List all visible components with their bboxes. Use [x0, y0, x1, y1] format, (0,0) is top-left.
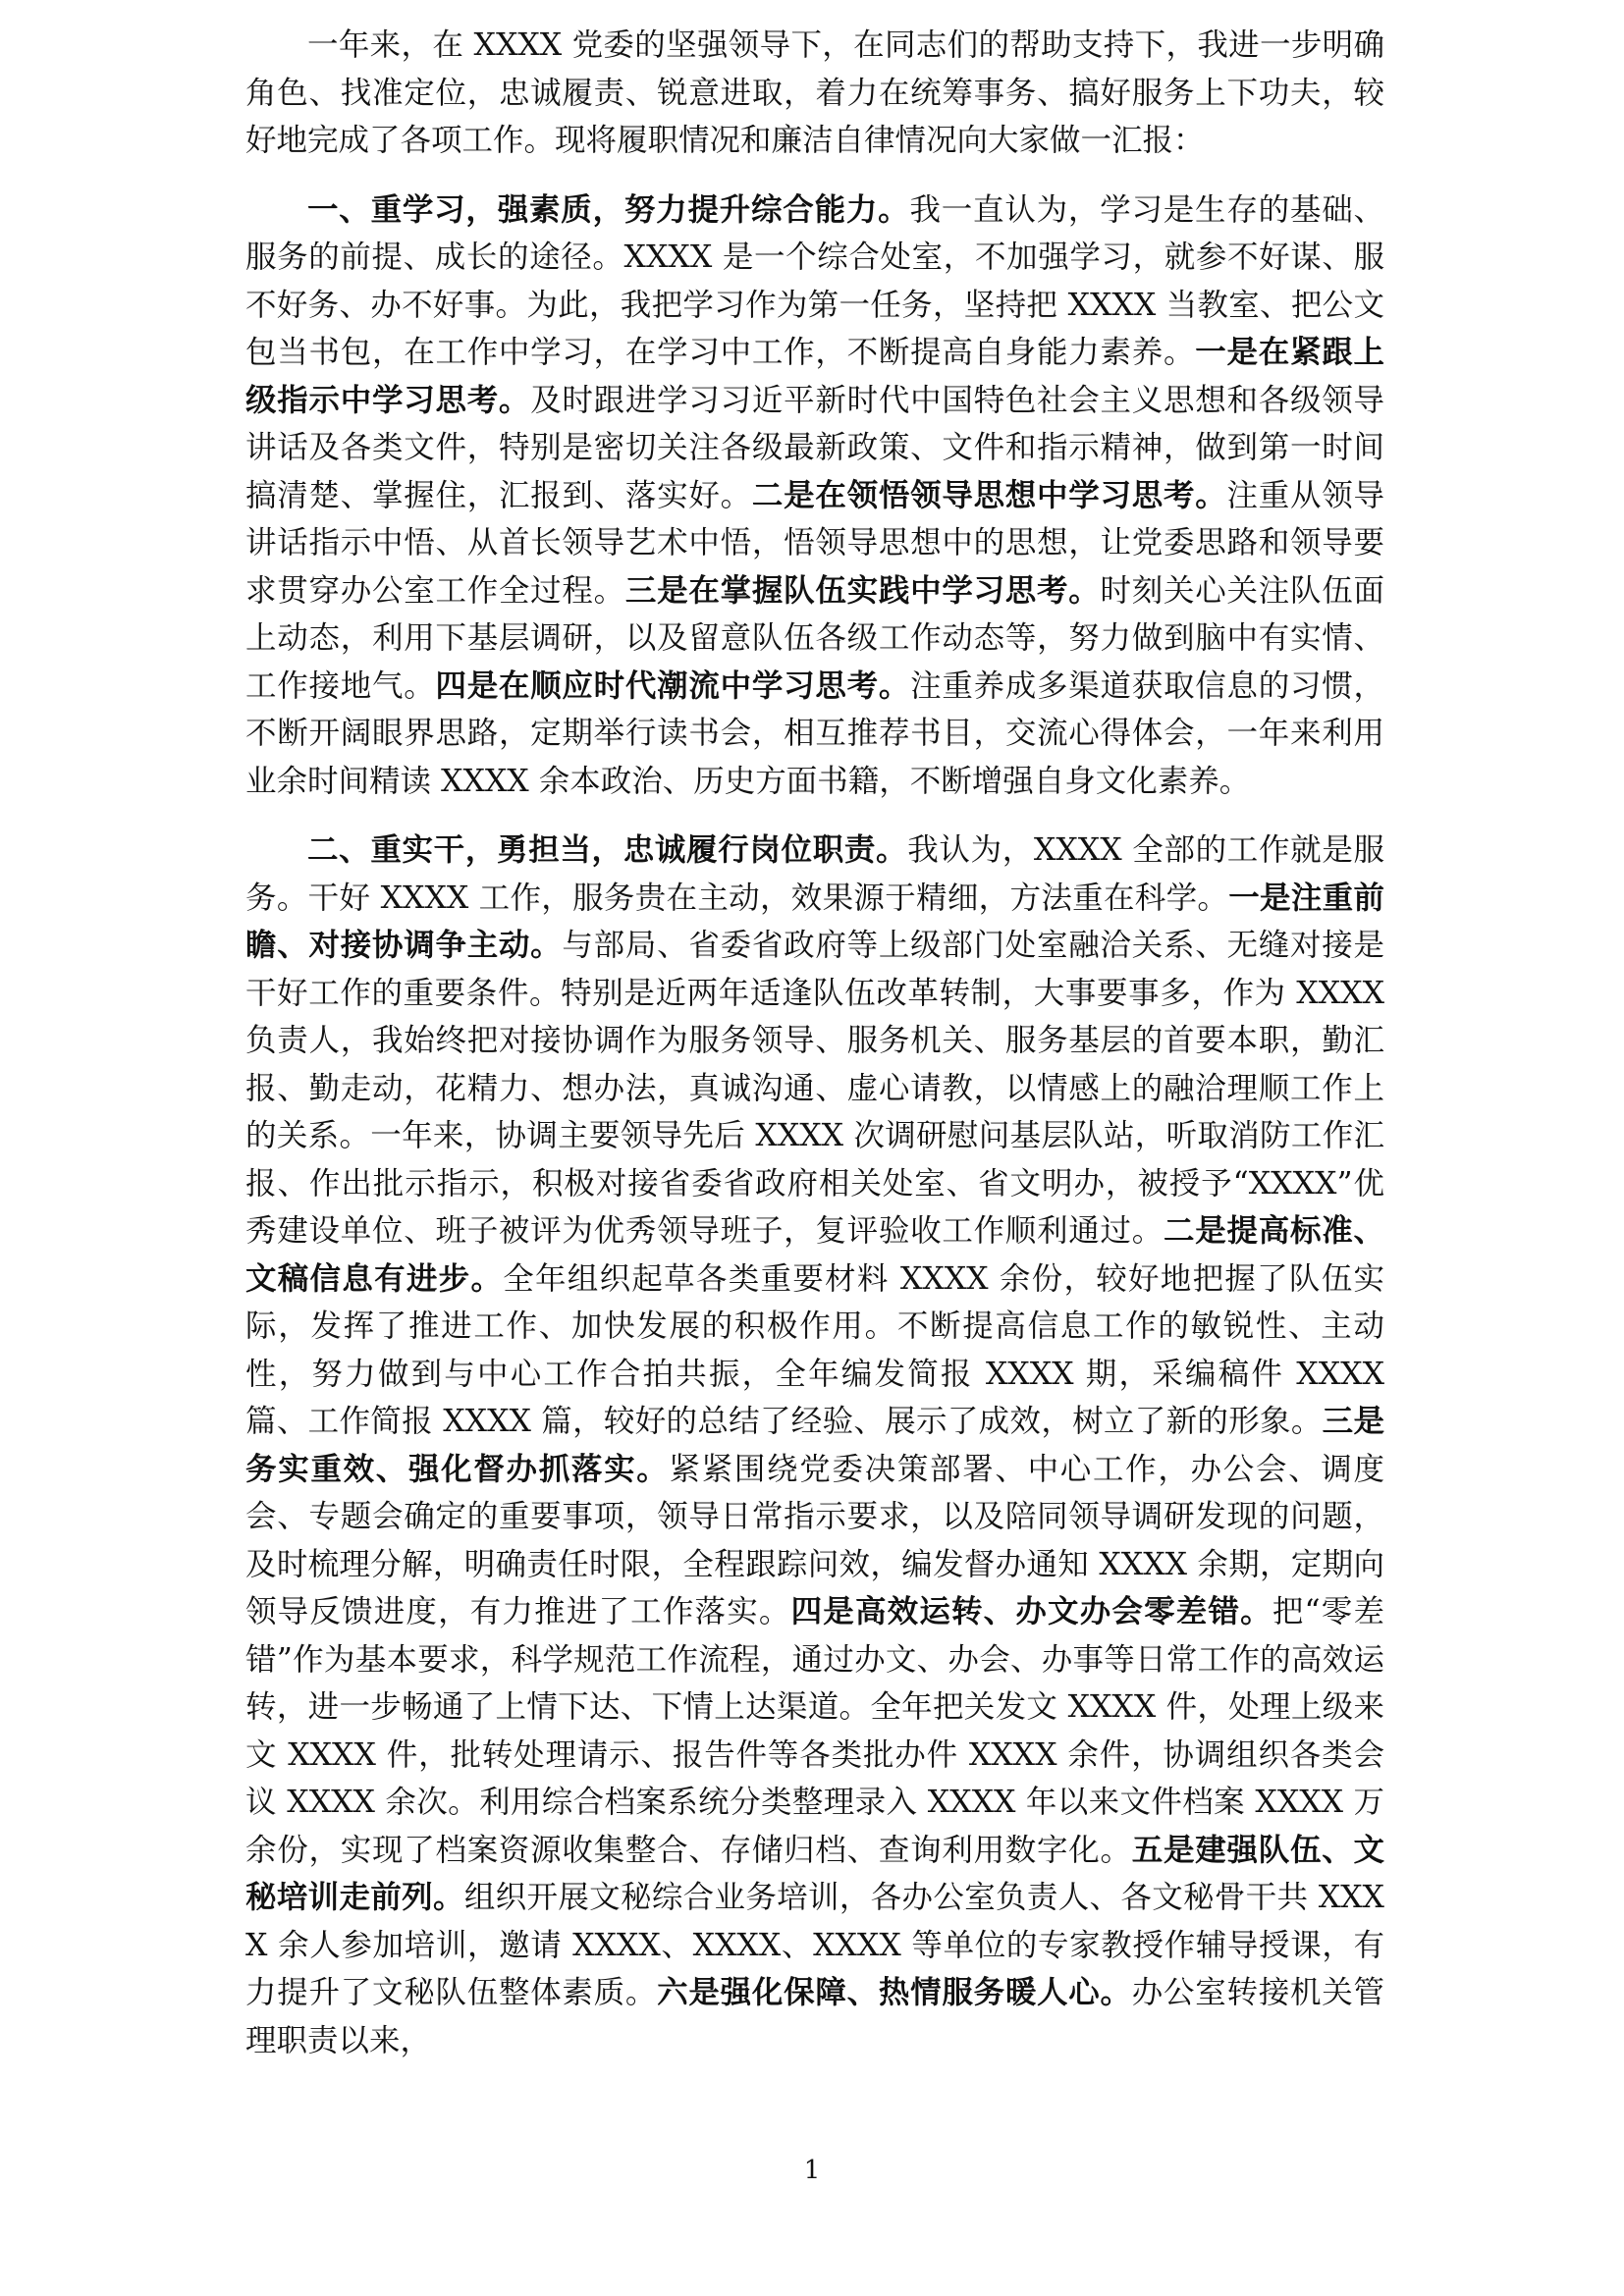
body-text: 把“零差错”作为基本要求，科学规范工作流程，通过办文、办会、办事等日常工作的高效运转，进一步畅通了上情下达、下情上达渠道。全年把关发文 XXXX 件，处理上级来文 XXXX 件，批转处理请示、报告件等各类批办件 XXXX 余件，协调组织各类会议 XXXX 余次。利用综合档案系统分类整理录入 XXXX 年以来文件档案 XXXX 万余份，实现了档案资源收集整合、存储归档、查询利用数字化。: [245, 1594, 1384, 1868]
bold-heading-text: 一、重学习，强素质，努力提升综合能力。: [307, 190, 910, 228]
bold-heading-text: 六是强化保障、热情服务暖人心。: [657, 1974, 1132, 2010]
body-text: 我认为，XXXX 全部的工作就是服务。干好 XXXX 工作，服务贵在主动，效果源于精细，方法重在科学。: [245, 832, 1384, 916]
body-text: 时刻关心关注队伍面上动态，利用下基层调研，以及留意队伍各级工作动态等，努力做到脑中有实情、工作接地气。: [245, 572, 1384, 704]
body-text: 组织开展文秘综合业务培训，各办公室负责人、各文秘骨干共 XXXX 余人参加培训，邀请 XXXX、XXXX、XXXX 等单位的专家教授作辅导授课，有力提升了文秘队伍整体素质。: [245, 1880, 1384, 2010]
bold-heading-text: 四是在顺应时代潮流中学习思考。: [435, 667, 911, 704]
intro-paragraph: [245, 22, 1384, 165]
body-text: 办公室转接机关管理职责以来，: [245, 1975, 1384, 2058]
body-text: 全年组织起草各类重要材料 XXXX 余份，较好地把握了队伍实际，发挥了推进工作、加快发展的积极作用。不断提高信息工作的敏锐性、主动性，努力做到与中心工作合拍共振，全年编发简报 XXXX 期，采编稿件 XXXX 篇、工作简报 XXXX 篇，较好的总结了经验、展示了成效，树立了新的形象。: [245, 1260, 1384, 1439]
body-text: 注重养成多渠道获取信息的习惯，不断开阔眼界思路，定期举行读书会，相互推荐书目，交流心得体会，一年来利用业余时间精读 XXXX 余本政治、历史方面书籍，不断增强自身文化素养。: [245, 667, 1384, 799]
page-number: 1: [803, 2156, 821, 2185]
body-text: 一年来，在 XXXX 党委的坚强领导下，在同志们的帮助支持下，我进一步明确角色、找准定位，忠诚履责、锐意进取，着力在统筹事务、搞好服务上下功夫，较好地完成了各项工作。现将履职情况和廉洁自律情况向大家做一汇报：: [245, 27, 1384, 158]
bold-heading-text: 二是在领悟领导思想中学习思考。: [751, 476, 1227, 513]
body-text: 及时跟进学习习近平新时代中国特色社会主义思想和各级领导讲话及各类文件，特别是密切关注各级最新政策、文件和指示精神，做到第一时间搞清楚、掌握住，汇报到、落实好。: [245, 382, 1384, 513]
bold-heading-text: 三是在掌握队伍实践中学习思考。: [624, 571, 1101, 609]
document-body: [245, 22, 1384, 2086]
bold-heading-text: 二、重实干，勇担当，忠诚履行岗位职责。: [307, 831, 908, 868]
bold-heading-text: 二是提高标准、文稿信息有进步。: [245, 1212, 1384, 1297]
bold-heading-text: 三是务实重效、强化督办抓落实。: [245, 1403, 1384, 1487]
section-one-paragraph: [245, 187, 1384, 806]
bold-heading-text: 四是高效运转、办文办会零差错。: [790, 1593, 1272, 1629]
body-text: 紧紧围绕党委决策部署、中心工作，办公会、调度会、专题会确定的重要事项，领导日常指示要求，以及陪同领导调研发现的问题，及时梳理分解，明确责任时限，全程跟踪问效，编发督办通知 XXXX 余期，定期向领导反馈进度，有力推进了工作落实。: [245, 1451, 1384, 1629]
body-text: 与部局、省委省政府等上级部门处室融洽关系、无缝对接是干好工作的重要条件。特别是近两年适逢队伍改革转制，大事要事多，作为 XXXX 负责人，我始终把对接协调作为服务领导、服务机关、服务基层的首要本职，勤汇报、勤走动，花精力、想办法，真诚沟通、虚心请教，以情感上的融洽理顺工作上的关系。一年来，协调主要领导先后 XXXX 次调研慰问基层队站，听取消防工作汇报、作出批示指示，积极对接省委省政府相关处室、省文明办，被授予“XXXX”优秀建设单位、班子被评为优秀领导班子，复评验收工作顺利通过。: [245, 928, 1384, 1249]
bold-heading-text: 一是注重前瞻、对接协调争主动。: [245, 879, 1384, 963]
body-text: 我一直认为，学习是生存的基础、服务的前提、成长的途径。XXXX 是一个综合处室，不加强学习，就参不好谋、服不好务、办不好事。为此，我把学习作为第一任务，坚持把 XXXX 当教室、把公文包当书包，在工作中学习，在学习中工作，不断提高自身能力素养。: [245, 191, 1384, 370]
bold-heading-text: 一是在紧跟上级指示中学习思考。: [245, 334, 1384, 418]
bold-heading-text: 五是建强队伍、文秘培训走前列。: [245, 1831, 1384, 1915]
body-text: 注重从领导讲话指示中悟、从首长领导艺术中悟，悟领导思想中的思想，让党委思路和领导要求贯穿办公室工作全过程。: [245, 477, 1384, 609]
section-two-paragraph: [245, 827, 1384, 2064]
